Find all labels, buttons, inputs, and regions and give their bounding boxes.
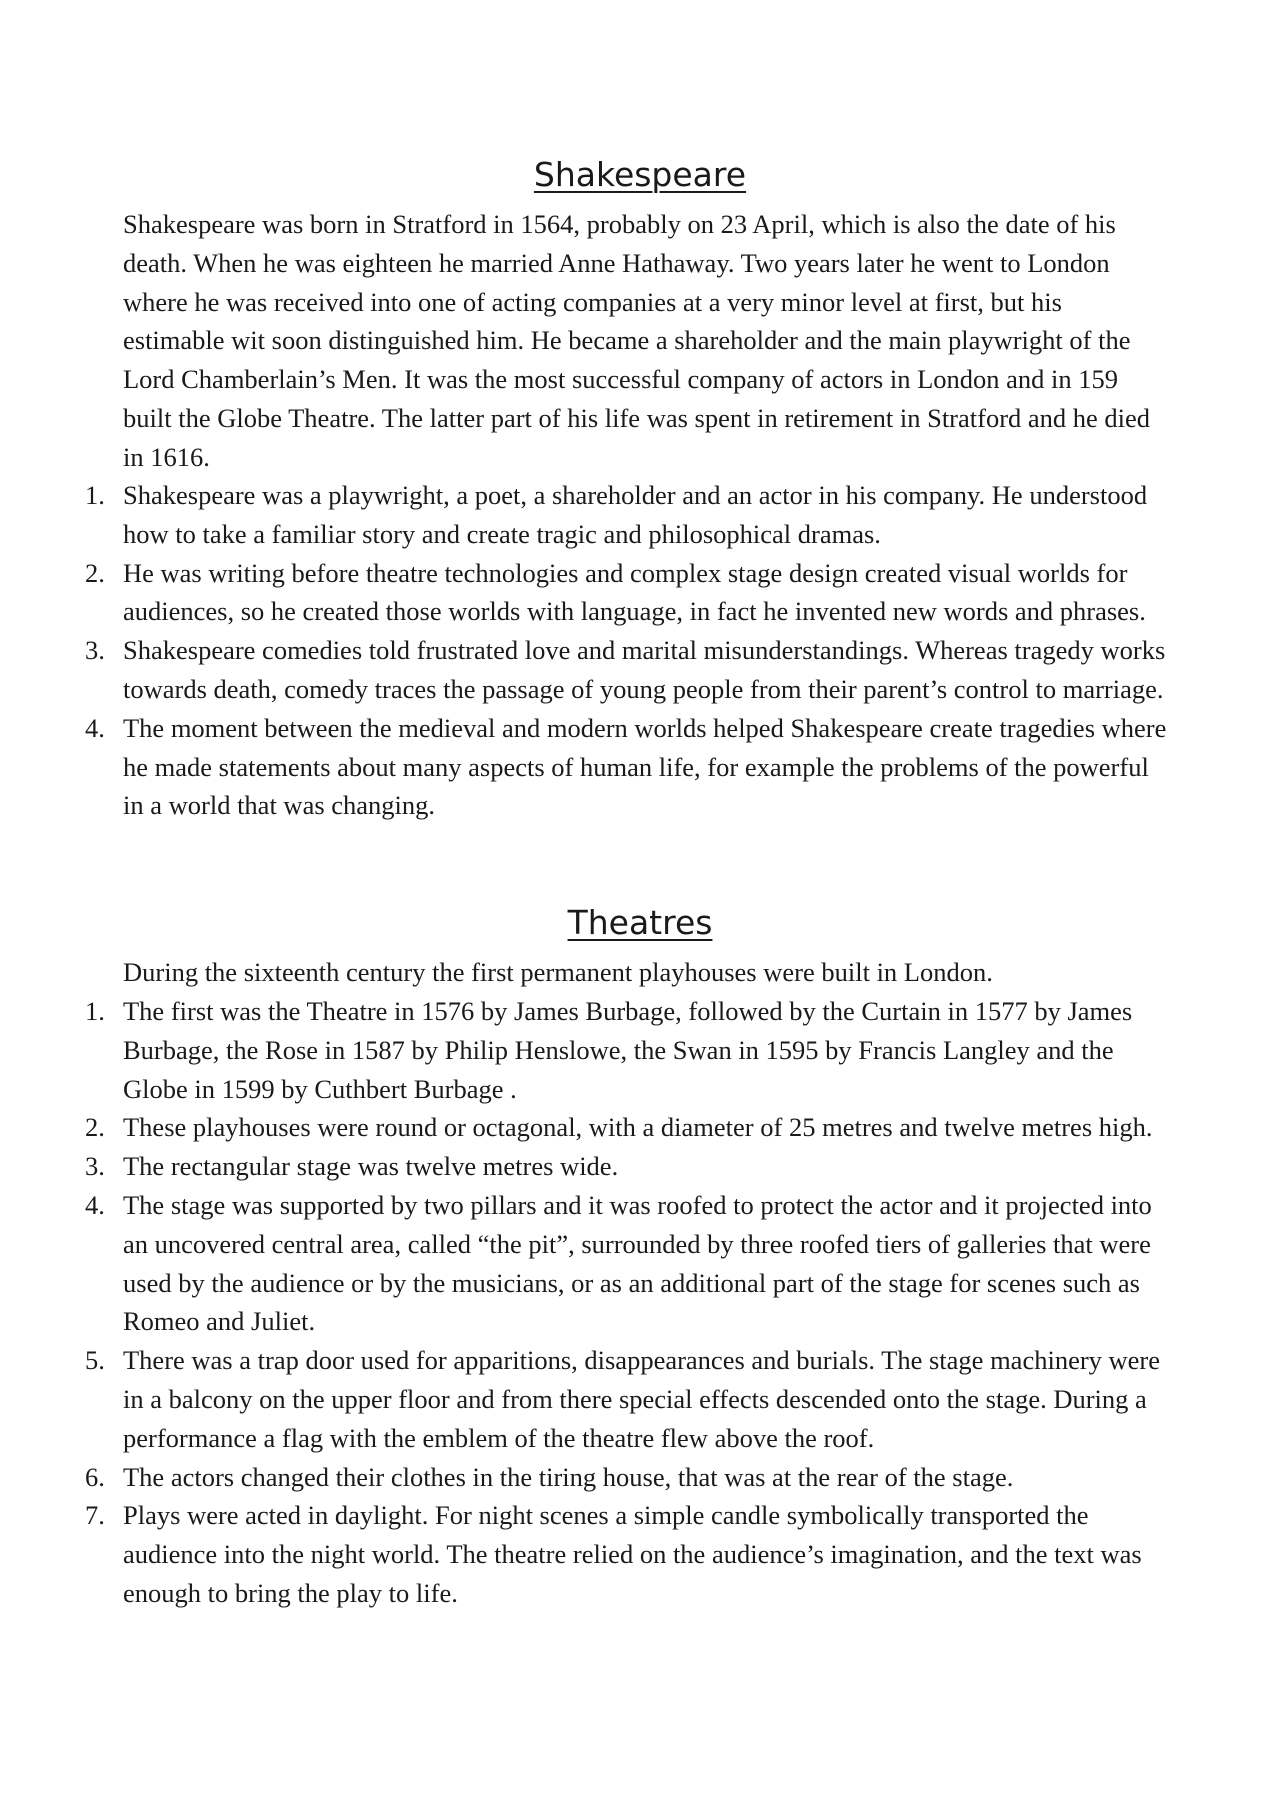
list-item-text: Plays were acted in daylight. For night scenes a simple candle symbolically transported the audience into the night world. The theatre relied on the audience’s imagination, and the text was enough to bring the play to life. — [123, 1500, 1142, 1608]
list-item-text: He was writing before theatre technologies and complex stage design created visual worlds for audiences, so he created those worlds with language, in fact he invented new words and phrases. — [123, 557, 1146, 627]
list-item-text: Shakespeare comedies told frustrated love and marital misunderstandings. Whereas tragedy works towards death, comedy traces the passage of young people from their parent’s control to marriage. — [123, 635, 1166, 704]
list-item — [0, 1458, 1168, 1497]
list-item-number: 2. — [85, 1112, 105, 1143]
list-item — [0, 476, 1168, 554]
theatres-heading: Theatres — [567, 903, 713, 942]
list-item-number: 1. — [85, 996, 105, 1026]
shakespeare-intro: Shakespeare was born in Stratford in 1564, probably on 23 April, which is also the date of his death. When he was eighteen he married Anne Hathaway. Two years later he went to London where he was received into one of acting companies at a very minor level at first, but his estimable wit soon distinguished him. He became a shareholder and the main playwright of the Lord Chamberlain’s Men. It was the most successful company of actors in London and in 159 built the Globe Theatre. The latter part of his life was spent in retirement in Stratford and he died in 1616. — [123, 209, 1151, 472]
list-item — [0, 1341, 1168, 1457]
list-item-text: The moment between the medieval and modern worlds helped Shakespeare create tragedies where he made statements about many aspects of human life, for example the problems of the powerful in a world that was changing. — [123, 712, 1167, 821]
list-item-text: The stage was supported by two pillars and it was roofed to protect the actor and it projected into an uncovered central area, called “the pit”, surrounded by three roofed tiers of galleries that were used by the audience or by the musicians, or as an additional part of the stage for scenes such as Romeo and Juliet. — [123, 1189, 1152, 1337]
list-item-text: There was a trap door used for apparitions, disappearances and burials. The stage machinery were in a balcony on the upper floor and from there special effects descended onto the stage. During a performance a flag with the emblem of the theatre flew above the roof. — [123, 1345, 1161, 1453]
list-item-number: 6. — [85, 1461, 105, 1492]
theatres-intro: During the sixteenth century the first permanent playhouses were built in London. — [123, 957, 993, 987]
list-item — [0, 992, 1168, 1108]
list-item-text: Shakespeare was a playwright, a poet, a shareholder and an actor in his company. He understood how to take a familiar story and create tragic and philosophical dramas. — [123, 480, 1148, 549]
shakespeare-heading: Shakespeare — [533, 155, 747, 194]
list-item-text: These playhouses were round or octagonal, with a diameter of 25 metres and twelve metres high. — [123, 1112, 1153, 1143]
theatres-list — [0, 992, 1280, 1613]
list-item-number: 3. — [85, 1151, 105, 1182]
list-item-text: The first was the Theatre in 1576 by James Burbage, followed by the Curtain in 1577 by James Burbage, the Rose in 1587 by Philip Henslowe, the Swan in 1595 by Francis Langley and the Globe in 1599 by Cuthbert Burbage . — [123, 996, 1133, 1104]
list-item — [0, 709, 1168, 825]
list-item — [0, 1147, 1168, 1186]
list-item-text: The actors changed their clothes in the tiring house, that was at the rear of the stage. — [123, 1461, 1014, 1492]
list-item-number: 2. — [85, 557, 105, 588]
list-item — [0, 1108, 1168, 1147]
list-item — [0, 554, 1168, 632]
list-item — [0, 631, 1168, 709]
list-item-number: 1. — [85, 480, 105, 510]
list-item-number: 5. — [85, 1345, 105, 1376]
list-item-number: 4. — [85, 712, 105, 743]
list-item — [0, 1186, 1168, 1341]
list-item-number: 4. — [85, 1189, 105, 1220]
list-item-text: The rectangular stage was twelve metres wide. — [123, 1151, 619, 1182]
list-item-number: 7. — [85, 1500, 105, 1531]
list-item — [0, 1496, 1168, 1612]
shakespeare-list — [0, 476, 1280, 825]
list-item-number: 3. — [85, 635, 105, 666]
